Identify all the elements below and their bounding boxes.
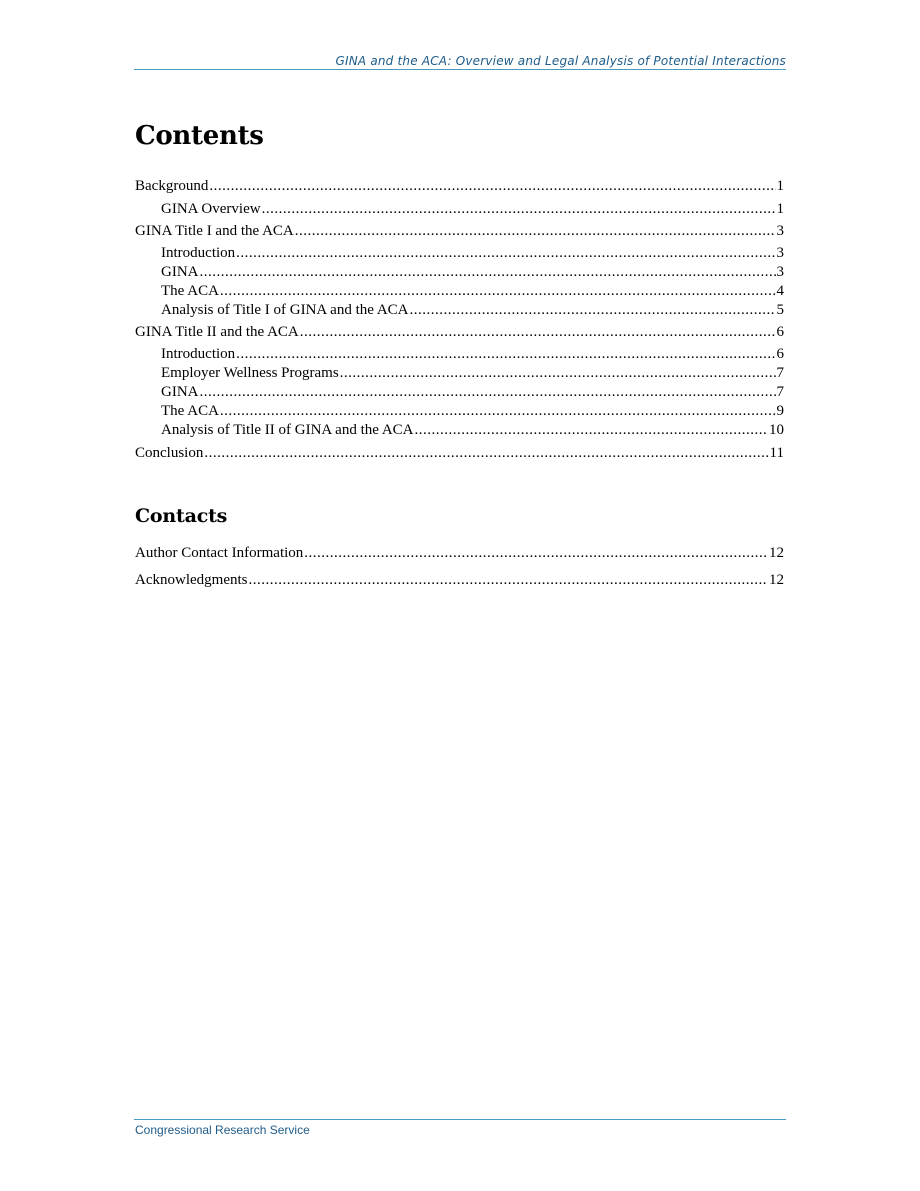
toc-entry-background[interactable] (135, 176, 784, 196)
toc-entry-page: 11 (769, 445, 784, 461)
toc-entry-gina-title-i[interactable] (135, 221, 784, 241)
toc-entry-acknowledgments[interactable] (135, 570, 784, 590)
toc-entry-title: Author Contact Information (135, 545, 304, 561)
toc-entry-title: The ACA (161, 283, 219, 299)
toc-dot-leader (295, 221, 776, 241)
toc-entry-title: GINA Title I and the ACA (135, 223, 294, 239)
toc-entry-title: Analysis of Title II of GINA and the ACA (161, 422, 414, 438)
toc-dot-leader (200, 382, 776, 402)
footer-organization: Congressional Research Service (135, 1123, 310, 1137)
toc-entry-page: 6 (776, 324, 784, 340)
toc-entry-title-i-introduction[interactable] (161, 243, 784, 263)
toc-entry-employer-wellness-programs[interactable] (161, 363, 784, 383)
toc-entry-title: Acknowledgments (135, 572, 248, 588)
toc-entry-title: GINA (161, 264, 199, 280)
toc-dot-leader (236, 243, 775, 263)
toc-entry-title: Analysis of Title I of GINA and the ACA (161, 302, 409, 318)
toc-dot-leader (410, 300, 776, 320)
toc-entry-title: Background (135, 178, 209, 194)
toc-dot-leader (248, 570, 768, 590)
toc-entry-page: 3 (776, 264, 784, 280)
toc-entry-page: 7 (776, 384, 784, 400)
toc-entry-title-i-the-aca[interactable] (161, 281, 784, 301)
toc-entry-title: Conclusion (135, 445, 204, 461)
running-footer (134, 1119, 786, 1137)
toc-dot-leader (220, 281, 776, 301)
toc-entry-title-ii-introduction[interactable] (161, 344, 784, 364)
toc-entry-page: 3 (776, 245, 784, 261)
toc-entry-page: 7 (776, 365, 784, 381)
running-header (134, 53, 786, 70)
toc-entry-title-ii-gina[interactable] (161, 382, 784, 402)
toc-entry-page: 10 (769, 422, 784, 438)
toc-entry-title: Introduction (161, 346, 236, 362)
toc-entry-title-ii-analysis[interactable] (161, 420, 784, 440)
toc-dot-leader (236, 344, 775, 364)
toc-entry-page: 1 (776, 178, 784, 194)
toc-entry-title: GINA (161, 384, 199, 400)
toc-entry-title: GINA Title II and the ACA (135, 324, 299, 340)
toc-entry-title-i-gina[interactable] (161, 262, 784, 282)
toc-entry-page: 9 (776, 403, 784, 419)
toc-dot-leader (204, 443, 768, 463)
toc-entry-page: 6 (776, 346, 784, 362)
toc-dot-leader (209, 176, 775, 196)
toc-entry-page: 4 (776, 283, 784, 299)
toc-entry-page: 1 (776, 201, 784, 217)
toc-entry-title-i-analysis[interactable] (161, 300, 784, 320)
toc-entry-page: 5 (776, 302, 784, 318)
toc-dot-leader (340, 363, 776, 383)
toc-entry-title-ii-the-aca[interactable] (161, 401, 784, 421)
toc-entry-page: 12 (769, 572, 784, 588)
toc-entry-page: 12 (769, 545, 784, 561)
toc-entry-title: GINA Overview (161, 201, 261, 217)
toc-entry-gina-overview[interactable] (161, 199, 784, 219)
toc-dot-leader (220, 401, 776, 421)
toc-entry-author-contact-information[interactable] (135, 543, 784, 563)
toc-dot-leader (415, 420, 769, 440)
toc-dot-leader (304, 543, 768, 563)
toc-entry-page: 3 (776, 223, 784, 239)
contents-heading: Contents (135, 121, 264, 151)
toc-entry-title: The ACA (161, 403, 219, 419)
toc-dot-leader (262, 199, 776, 219)
toc-entry-title: Employer Wellness Programs (161, 365, 339, 381)
toc-entry-gina-title-ii[interactable] (135, 322, 784, 342)
running-header-title: GINA and the ACA: Overview and Legal Analysis of Potential Interactions (335, 54, 786, 68)
contacts-heading: Contacts (135, 505, 228, 527)
toc-dot-leader (300, 322, 776, 342)
toc-entry-title: Introduction (161, 245, 236, 261)
toc-dot-leader (200, 262, 776, 282)
toc-entry-conclusion[interactable] (135, 443, 784, 463)
